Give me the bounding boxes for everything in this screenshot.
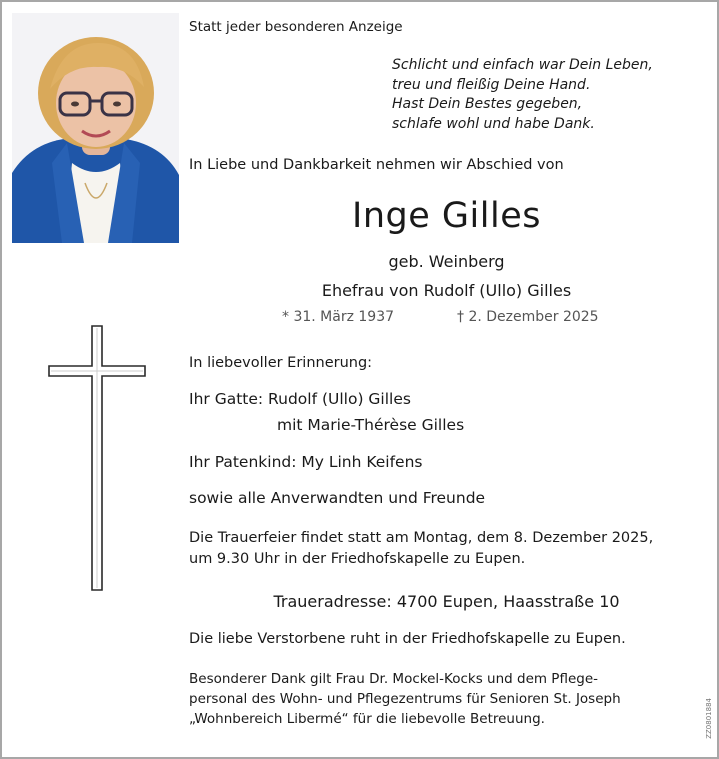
poem: [392, 56, 653, 134]
spouse-with-line: mit Marie-Thérèse Gilles: [277, 416, 465, 434]
address-line: Traueradresse: 4700 Eupen, Haasstraße 10: [273, 592, 620, 611]
poem-line: treu und fleißig Deine Hand.: [392, 76, 591, 93]
cross-icon: [47, 324, 149, 592]
deceased-name: Inge Gilles: [352, 196, 541, 236]
service-line: um 9.30 Uhr in der Friedhofskapelle zu Eupen.: [189, 551, 526, 567]
poem-line: Hast Dein Bestes gegeben,: [392, 96, 583, 112]
service-info: [189, 528, 653, 570]
poem-line: Schlicht und einfach war Dein Leben,: [392, 57, 653, 73]
thanks-line: Besonderer Dank gilt Frau Dr. Mockel-Kocks und dem Pflege-: [189, 671, 599, 687]
death-date: † 2. Dezember 2025: [457, 309, 599, 325]
thanks-text: [189, 669, 621, 729]
spouse-relation: Ehefrau von Rudolf (Ullo) Gilles: [321, 281, 572, 300]
serial-number: ZZ0801884: [705, 698, 713, 739]
intro-text: In Liebe und Dankbarkeit nehmen wir Abschied von: [189, 157, 564, 173]
relatives-line: sowie alle Anverwandten und Freunde: [189, 489, 486, 507]
poem-line: schlafe wohl und habe Dank.: [392, 115, 595, 132]
godchild-line: Ihr Patenkind: My Linh Keifens: [189, 453, 423, 471]
thanks-line: personal des Wohn- und Pflegezentrums für Senioren St. Joseph: [189, 691, 621, 707]
spouse-line: Ihr Gatte: Rudolf (Ullo) Gilles: [189, 390, 411, 408]
memory-intro: In liebevoller Erinnerung:: [189, 355, 373, 371]
birth-date: * 31. März 1937: [282, 309, 395, 325]
header-text: Statt jeder besonderen Anzeige: [189, 19, 403, 35]
portrait-photo: [12, 13, 179, 243]
thanks-line: „Wohnbereich Libermé“ für die liebevolle Betreuung.: [189, 711, 545, 727]
born-name: geb. Weinberg: [388, 252, 505, 271]
resting-line: Die liebe Verstorbene ruht in der Friedhofskapelle zu Eupen.: [189, 631, 626, 647]
service-line: Die Trauerfeier findet statt am Montag, dem 8. Dezember 2025,: [189, 530, 654, 546]
